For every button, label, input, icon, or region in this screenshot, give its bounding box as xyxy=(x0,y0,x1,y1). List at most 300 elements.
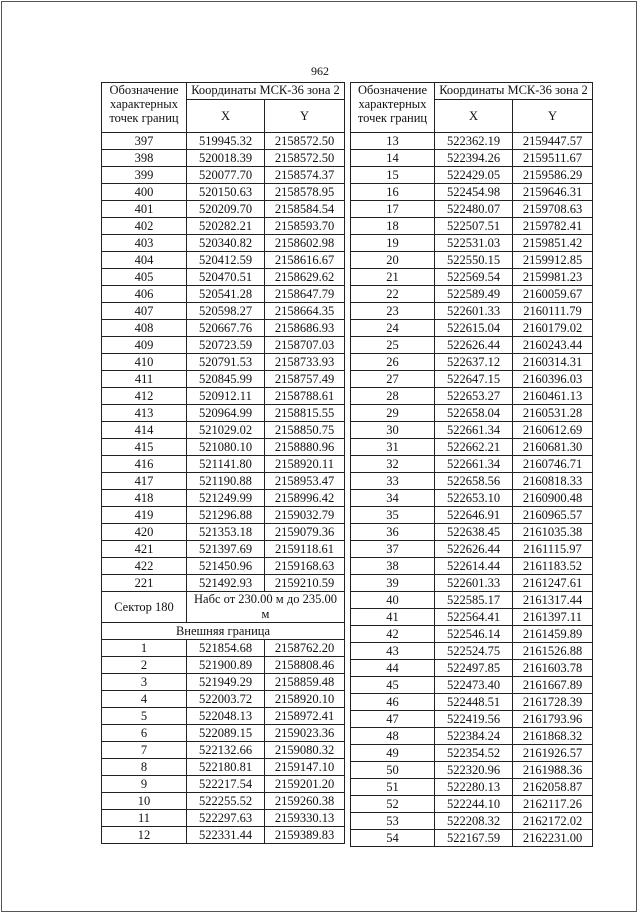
y-coordinate-cell: 2158602.98 xyxy=(265,235,345,252)
x-coordinate-cell: 522429.05 xyxy=(435,167,513,184)
point-id-cell: 35 xyxy=(351,507,435,524)
y-coordinate-cell: 2160243.44 xyxy=(513,337,593,354)
right-rows xyxy=(351,133,593,847)
y-coordinate-cell: 2160965.57 xyxy=(513,507,593,524)
point-id-cell: 397 xyxy=(102,133,187,150)
x-coordinate-cell: 521353.18 xyxy=(187,524,265,541)
y-coordinate-cell: 2159118.61 xyxy=(265,541,345,558)
point-id-cell: 24 xyxy=(351,320,435,337)
table-row xyxy=(102,541,345,558)
x-coordinate-cell: 522585.17 xyxy=(435,592,513,609)
x-coordinate-cell: 522647.15 xyxy=(435,371,513,388)
point-id-cell: 412 xyxy=(102,388,187,405)
table-row xyxy=(351,473,593,490)
x-coordinate-cell: 522661.34 xyxy=(435,422,513,439)
point-id-cell: 29 xyxy=(351,405,435,422)
table-row xyxy=(102,793,345,810)
y-coordinate-cell: 2158953.47 xyxy=(265,473,345,490)
point-id-cell: 407 xyxy=(102,303,187,320)
table-row xyxy=(102,691,345,708)
point-id-cell: 50 xyxy=(351,762,435,779)
point-id-cell: 406 xyxy=(102,286,187,303)
table-row xyxy=(351,405,593,422)
point-id-cell: 2 xyxy=(102,657,187,674)
x-coordinate-cell: 522653.10 xyxy=(435,490,513,507)
y-coordinate-cell: 2160818.33 xyxy=(513,473,593,490)
y-coordinate-cell: 2158707.03 xyxy=(265,337,345,354)
point-id-cell: 417 xyxy=(102,473,187,490)
x-coordinate-cell: 521450.96 xyxy=(187,558,265,575)
table-row xyxy=(102,575,345,592)
table-row xyxy=(351,558,593,575)
table-row xyxy=(351,439,593,456)
point-id-cell: 20 xyxy=(351,252,435,269)
x-coordinate-cell: 520845.99 xyxy=(187,371,265,388)
y-coordinate-cell: 2158815.55 xyxy=(265,405,345,422)
x-coordinate-cell: 522658.56 xyxy=(435,473,513,490)
point-id-cell: 12 xyxy=(102,827,187,844)
y-coordinate-cell: 2161988.36 xyxy=(513,762,593,779)
point-id-cell: 404 xyxy=(102,252,187,269)
page-number: 962 xyxy=(311,64,329,78)
point-id-cell: 409 xyxy=(102,337,187,354)
header-x: X xyxy=(187,100,265,133)
x-coordinate-cell: 522331.44 xyxy=(187,827,265,844)
x-coordinate-cell: 522048.13 xyxy=(187,708,265,725)
point-id-cell: 40 xyxy=(351,592,435,609)
point-id-cell: 46 xyxy=(351,694,435,711)
x-coordinate-cell: 522564.41 xyxy=(435,609,513,626)
x-coordinate-cell: 522601.33 xyxy=(435,575,513,592)
y-coordinate-cell: 2159389.83 xyxy=(265,827,345,844)
y-coordinate-cell: 2159330.13 xyxy=(265,810,345,827)
y-coordinate-cell: 2161183.52 xyxy=(513,558,593,575)
x-coordinate-cell: 522637.12 xyxy=(435,354,513,371)
y-coordinate-cell: 2161035.38 xyxy=(513,524,593,541)
x-coordinate-cell: 522614.44 xyxy=(435,558,513,575)
point-id-cell: 54 xyxy=(351,830,435,847)
table-row xyxy=(102,708,345,725)
table-row xyxy=(102,473,345,490)
y-coordinate-cell: 2158647.79 xyxy=(265,286,345,303)
table-row xyxy=(351,167,593,184)
point-id-cell: 9 xyxy=(102,776,187,793)
y-coordinate-cell: 2158996.42 xyxy=(265,490,345,507)
table-row xyxy=(351,677,593,694)
table-row xyxy=(102,354,345,371)
point-id-cell: 17 xyxy=(351,201,435,218)
point-id-cell: 408 xyxy=(102,320,187,337)
point-id-cell: 51 xyxy=(351,779,435,796)
table-row xyxy=(102,524,345,541)
table-row xyxy=(351,762,593,779)
x-coordinate-cell: 520723.59 xyxy=(187,337,265,354)
point-id-cell: 18 xyxy=(351,218,435,235)
y-coordinate-cell: 2159080.32 xyxy=(265,742,345,759)
y-coordinate-cell: 2159646.31 xyxy=(513,184,593,201)
table-row xyxy=(351,575,593,592)
y-coordinate-cell: 2160612.69 xyxy=(513,422,593,439)
point-id-cell: 1 xyxy=(102,640,187,657)
x-coordinate-cell: 520598.27 xyxy=(187,303,265,320)
y-coordinate-cell: 2159912.85 xyxy=(513,252,593,269)
table-row xyxy=(351,728,593,745)
y-coordinate-cell: 2161115.97 xyxy=(513,541,593,558)
x-coordinate-cell: 522658.04 xyxy=(435,405,513,422)
y-coordinate-cell: 2158629.62 xyxy=(265,269,345,286)
y-coordinate-cell: 2158733.93 xyxy=(265,354,345,371)
point-id-cell: 19 xyxy=(351,235,435,252)
point-id-cell: 48 xyxy=(351,728,435,745)
table-row xyxy=(351,184,593,201)
table-row xyxy=(102,742,345,759)
point-id-cell: 4 xyxy=(102,691,187,708)
x-coordinate-cell: 521900.89 xyxy=(187,657,265,674)
x-coordinate-cell: 522661.34 xyxy=(435,456,513,473)
y-coordinate-cell: 2159201.20 xyxy=(265,776,345,793)
y-coordinate-cell: 2159851.42 xyxy=(513,235,593,252)
y-coordinate-cell: 2159511.67 xyxy=(513,150,593,167)
y-coordinate-cell: 2159708.63 xyxy=(513,201,593,218)
y-coordinate-cell: 2160314.31 xyxy=(513,354,593,371)
x-coordinate-cell: 522362.19 xyxy=(435,133,513,150)
y-coordinate-cell: 2159586.29 xyxy=(513,167,593,184)
point-id-cell: 416 xyxy=(102,456,187,473)
sector-label: Сектор 180 xyxy=(102,592,187,623)
table-row xyxy=(351,626,593,643)
x-coordinate-cell: 522473.40 xyxy=(435,677,513,694)
header-x: X xyxy=(435,100,513,133)
y-coordinate-cell: 2161459.89 xyxy=(513,626,593,643)
y-coordinate-cell: 2159210.59 xyxy=(265,575,345,592)
table-row xyxy=(102,133,345,150)
left-rows-a xyxy=(102,133,345,592)
x-coordinate-cell: 522646.91 xyxy=(435,507,513,524)
point-id-cell: 422 xyxy=(102,558,187,575)
point-id-cell: 16 xyxy=(351,184,435,201)
table-row xyxy=(102,657,345,674)
table-row xyxy=(102,439,345,456)
y-coordinate-cell: 2160111.79 xyxy=(513,303,593,320)
point-id-cell: 410 xyxy=(102,354,187,371)
x-coordinate-cell: 522638.45 xyxy=(435,524,513,541)
x-coordinate-cell: 522320.96 xyxy=(435,762,513,779)
point-id-cell: 405 xyxy=(102,269,187,286)
y-coordinate-cell: 2159079.36 xyxy=(265,524,345,541)
x-coordinate-cell: 522653.27 xyxy=(435,388,513,405)
y-coordinate-cell: 2158574.37 xyxy=(265,167,345,184)
point-id-cell: 7 xyxy=(102,742,187,759)
y-coordinate-cell: 2161526.88 xyxy=(513,643,593,660)
table-row xyxy=(102,558,345,575)
table-row xyxy=(102,405,345,422)
point-id-cell: 36 xyxy=(351,524,435,541)
x-coordinate-cell: 522497.85 xyxy=(435,660,513,677)
y-coordinate-cell: 2160461.13 xyxy=(513,388,593,405)
y-coordinate-cell: 2159023.36 xyxy=(265,725,345,742)
point-id-cell: 418 xyxy=(102,490,187,507)
y-coordinate-cell: 2158686.93 xyxy=(265,320,345,337)
x-coordinate-cell: 520667.76 xyxy=(187,320,265,337)
table-row xyxy=(102,456,345,473)
x-coordinate-cell: 522217.54 xyxy=(187,776,265,793)
x-coordinate-cell: 522244.10 xyxy=(435,796,513,813)
x-coordinate-cell: 521080.10 xyxy=(187,439,265,456)
x-coordinate-cell: 520791.53 xyxy=(187,354,265,371)
point-id-cell: 32 xyxy=(351,456,435,473)
point-id-cell: 33 xyxy=(351,473,435,490)
point-id-cell: 402 xyxy=(102,218,187,235)
x-coordinate-cell: 522531.03 xyxy=(435,235,513,252)
table-row xyxy=(102,810,345,827)
x-coordinate-cell: 521029.02 xyxy=(187,422,265,439)
y-coordinate-cell: 2159981.23 xyxy=(513,269,593,286)
table-row xyxy=(102,286,345,303)
x-coordinate-cell: 522626.44 xyxy=(435,337,513,354)
table-row xyxy=(102,422,345,439)
table-row xyxy=(102,184,345,201)
point-id-cell: 398 xyxy=(102,150,187,167)
x-coordinate-cell: 522507.51 xyxy=(435,218,513,235)
coordinates-table-left xyxy=(101,82,345,844)
y-coordinate-cell: 2158880.96 xyxy=(265,439,345,456)
x-coordinate-cell: 522132.66 xyxy=(187,742,265,759)
y-coordinate-cell: 2158859.48 xyxy=(265,674,345,691)
y-coordinate-cell: 2161397.11 xyxy=(513,609,593,626)
y-coordinate-cell: 2161603.78 xyxy=(513,660,593,677)
point-id-cell: 401 xyxy=(102,201,187,218)
table-row xyxy=(351,745,593,762)
x-coordinate-cell: 520541.28 xyxy=(187,286,265,303)
y-coordinate-cell: 2161868.32 xyxy=(513,728,593,745)
point-id-cell: 28 xyxy=(351,388,435,405)
y-coordinate-cell: 2160179.02 xyxy=(513,320,593,337)
table-row xyxy=(351,541,593,558)
x-coordinate-cell: 520150.63 xyxy=(187,184,265,201)
y-coordinate-cell: 2158664.35 xyxy=(265,303,345,320)
x-coordinate-cell: 522384.24 xyxy=(435,728,513,745)
table-row xyxy=(102,674,345,691)
x-coordinate-cell: 521492.93 xyxy=(187,575,265,592)
header-y: Y xyxy=(265,100,345,133)
point-id-cell: 21 xyxy=(351,269,435,286)
y-coordinate-cell: 2158920.11 xyxy=(265,456,345,473)
header-coordinates: Координаты МСК-36 зона 2 xyxy=(435,83,593,100)
table-row xyxy=(102,337,345,354)
point-id-cell: 37 xyxy=(351,541,435,558)
x-coordinate-cell: 520912.11 xyxy=(187,388,265,405)
x-coordinate-cell: 521397.69 xyxy=(187,541,265,558)
y-coordinate-cell: 2161728.39 xyxy=(513,694,593,711)
table-row xyxy=(351,235,593,252)
table-row xyxy=(102,303,345,320)
table-row xyxy=(351,269,593,286)
table-row xyxy=(102,150,345,167)
x-coordinate-cell: 520018.39 xyxy=(187,150,265,167)
x-coordinate-cell: 520964.99 xyxy=(187,405,265,422)
header-y: Y xyxy=(513,100,593,133)
x-coordinate-cell: 521949.29 xyxy=(187,674,265,691)
point-id-cell: 8 xyxy=(102,759,187,776)
y-coordinate-cell: 2160396.03 xyxy=(513,371,593,388)
header-coordinates: Координаты МСК-36 зона 2 xyxy=(187,83,345,100)
table-row xyxy=(102,759,345,776)
table-row xyxy=(102,507,345,524)
table-row xyxy=(351,711,593,728)
y-coordinate-cell: 2158572.50 xyxy=(265,150,345,167)
table-row xyxy=(102,388,345,405)
point-id-cell: 45 xyxy=(351,677,435,694)
y-coordinate-cell: 2160059.67 xyxy=(513,286,593,303)
x-coordinate-cell: 522167.59 xyxy=(435,830,513,847)
x-coordinate-cell: 519945.32 xyxy=(187,133,265,150)
y-coordinate-cell: 2160681.30 xyxy=(513,439,593,456)
point-id-cell: 25 xyxy=(351,337,435,354)
point-id-cell: 413 xyxy=(102,405,187,422)
point-id-cell: 53 xyxy=(351,813,435,830)
table-row xyxy=(351,303,593,320)
table-row xyxy=(351,252,593,269)
y-coordinate-cell: 2159032.79 xyxy=(265,507,345,524)
point-id-cell: 26 xyxy=(351,354,435,371)
x-coordinate-cell: 522419.56 xyxy=(435,711,513,728)
y-coordinate-cell: 2160746.71 xyxy=(513,456,593,473)
y-coordinate-cell: 2162231.00 xyxy=(513,830,593,847)
x-coordinate-cell: 520470.51 xyxy=(187,269,265,286)
point-id-cell: 47 xyxy=(351,711,435,728)
table-row xyxy=(351,643,593,660)
point-id-cell: 400 xyxy=(102,184,187,201)
table-row xyxy=(351,524,593,541)
table-row xyxy=(351,796,593,813)
x-coordinate-cell: 520340.82 xyxy=(187,235,265,252)
point-id-cell: 414 xyxy=(102,422,187,439)
y-coordinate-cell: 2158972.41 xyxy=(265,708,345,725)
table-row xyxy=(102,371,345,388)
section-title-outer-boundary: Внешняя граница xyxy=(102,623,345,640)
y-coordinate-cell: 2160900.48 xyxy=(513,490,593,507)
x-coordinate-cell: 522003.72 xyxy=(187,691,265,708)
x-coordinate-cell: 521190.88 xyxy=(187,473,265,490)
y-coordinate-cell: 2161667.89 xyxy=(513,677,593,694)
table-row xyxy=(351,592,593,609)
point-id-cell: 39 xyxy=(351,575,435,592)
point-id-cell: 5 xyxy=(102,708,187,725)
y-coordinate-cell: 2160531.28 xyxy=(513,405,593,422)
table-row xyxy=(351,286,593,303)
point-id-cell: 11 xyxy=(102,810,187,827)
table-row xyxy=(351,779,593,796)
x-coordinate-cell: 522626.44 xyxy=(435,541,513,558)
y-coordinate-cell: 2158808.46 xyxy=(265,657,345,674)
x-coordinate-cell: 522089.15 xyxy=(187,725,265,742)
table-row xyxy=(351,388,593,405)
point-id-cell: 403 xyxy=(102,235,187,252)
y-coordinate-cell: 2162058.87 xyxy=(513,779,593,796)
table-row xyxy=(351,609,593,626)
table-row xyxy=(351,456,593,473)
x-coordinate-cell: 522589.49 xyxy=(435,286,513,303)
table-row xyxy=(351,218,593,235)
x-coordinate-cell: 522615.04 xyxy=(435,320,513,337)
table-row xyxy=(102,218,345,235)
header-point-designation: Обозначение характерных точек границ xyxy=(351,83,435,133)
table-row xyxy=(102,640,345,657)
x-coordinate-cell: 521249.99 xyxy=(187,490,265,507)
point-id-cell: 13 xyxy=(351,133,435,150)
x-coordinate-cell: 522480.07 xyxy=(435,201,513,218)
point-id-cell: 44 xyxy=(351,660,435,677)
point-id-cell: 6 xyxy=(102,725,187,742)
x-coordinate-cell: 521141.80 xyxy=(187,456,265,473)
sector-description: Набс от 230.00 м до 235.00 м xyxy=(187,592,345,623)
y-coordinate-cell: 2162172.02 xyxy=(513,813,593,830)
y-coordinate-cell: 2161317.44 xyxy=(513,592,593,609)
point-id-cell: 27 xyxy=(351,371,435,388)
left-rows-b xyxy=(102,640,345,844)
point-id-cell: 419 xyxy=(102,507,187,524)
table-row xyxy=(351,201,593,218)
x-coordinate-cell: 522354.52 xyxy=(435,745,513,762)
table-row xyxy=(102,320,345,337)
x-coordinate-cell: 522546.14 xyxy=(435,626,513,643)
y-coordinate-cell: 2158593.70 xyxy=(265,218,345,235)
y-coordinate-cell: 2158788.61 xyxy=(265,388,345,405)
point-id-cell: 31 xyxy=(351,439,435,456)
x-coordinate-cell: 522208.32 xyxy=(435,813,513,830)
x-coordinate-cell: 520412.59 xyxy=(187,252,265,269)
table-row xyxy=(102,269,345,286)
y-coordinate-cell: 2161793.96 xyxy=(513,711,593,728)
x-coordinate-cell: 522180.81 xyxy=(187,759,265,776)
x-coordinate-cell: 522255.52 xyxy=(187,793,265,810)
y-coordinate-cell: 2159782.41 xyxy=(513,218,593,235)
table-row xyxy=(351,133,593,150)
y-coordinate-cell: 2159147.10 xyxy=(265,759,345,776)
table-row xyxy=(351,354,593,371)
y-coordinate-cell: 2162117.26 xyxy=(513,796,593,813)
table-row xyxy=(351,660,593,677)
point-id-cell: 420 xyxy=(102,524,187,541)
table-row xyxy=(102,167,345,184)
y-coordinate-cell: 2158850.75 xyxy=(265,422,345,439)
x-coordinate-cell: 522448.51 xyxy=(435,694,513,711)
point-id-cell: 23 xyxy=(351,303,435,320)
sector-block xyxy=(102,592,345,640)
table-row xyxy=(351,371,593,388)
y-coordinate-cell: 2159447.57 xyxy=(513,133,593,150)
point-id-cell: 411 xyxy=(102,371,187,388)
table-row xyxy=(102,201,345,218)
point-id-cell: 41 xyxy=(351,609,435,626)
y-coordinate-cell: 2159260.38 xyxy=(265,793,345,810)
table-row xyxy=(351,694,593,711)
x-coordinate-cell: 522280.13 xyxy=(435,779,513,796)
x-coordinate-cell: 520282.21 xyxy=(187,218,265,235)
x-coordinate-cell: 520077.70 xyxy=(187,167,265,184)
x-coordinate-cell: 522569.54 xyxy=(435,269,513,286)
table-row xyxy=(351,337,593,354)
y-coordinate-cell: 2158920.10 xyxy=(265,691,345,708)
table-row xyxy=(351,830,593,847)
point-id-cell: 14 xyxy=(351,150,435,167)
point-id-cell: 43 xyxy=(351,643,435,660)
header-point-designation: Обозначение характерных точек границ xyxy=(102,83,187,133)
table-row xyxy=(351,813,593,830)
table-row xyxy=(102,776,345,793)
table-row xyxy=(351,490,593,507)
table-row xyxy=(351,150,593,167)
